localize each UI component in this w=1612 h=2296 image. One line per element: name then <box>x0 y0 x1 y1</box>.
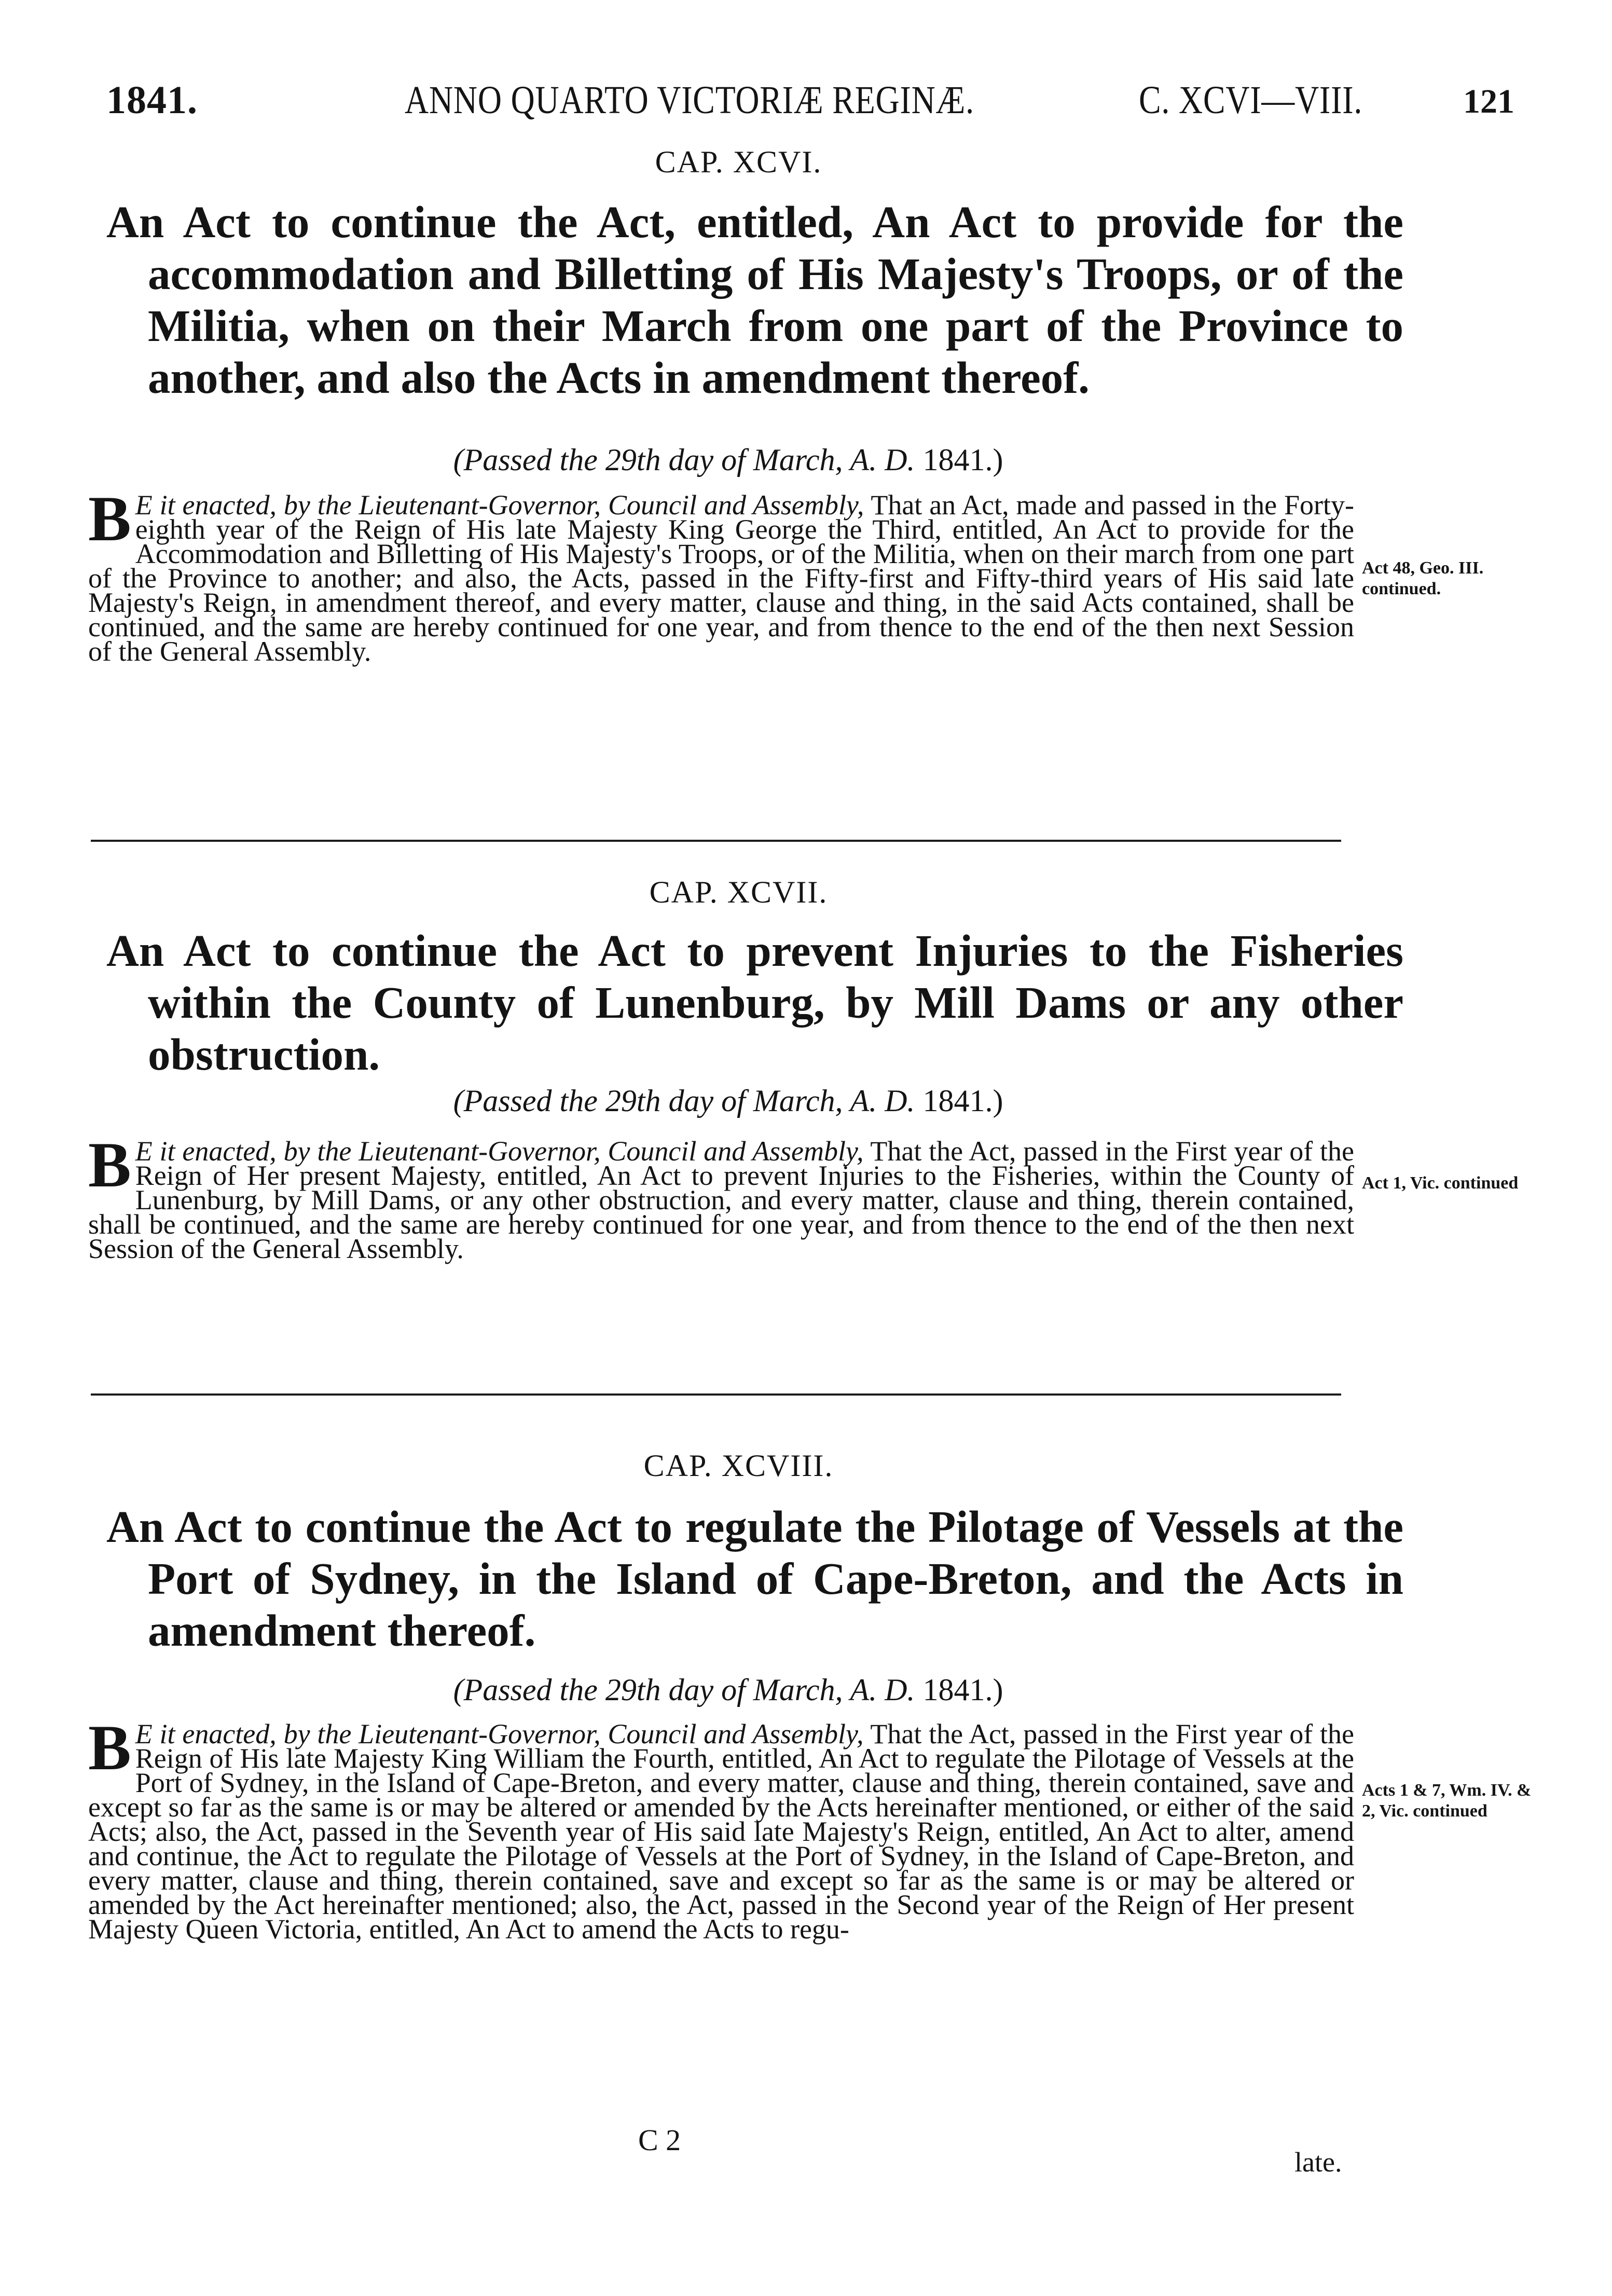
marginal-note: Acts 1 & 7, Wm. IV. & 2, Vic. continued <box>1362 1781 1532 1821</box>
passed-date <box>0 1083 1534 1119</box>
passed-year: 1841.) <box>922 1673 1003 1707</box>
passed-year: 1841.) <box>922 443 1003 477</box>
enacting-clause: E it enacted, by the Lieutenant-Governor, Council and Assembly, <box>135 1718 864 1750</box>
drop-cap: B <box>88 1129 131 1200</box>
act-title: An Act to continue the Act, entitled, An Act to provide for the accommodation and Billetting of His Majesty's Troops, or of the Militia, when on their March from one part of the Province to another, and also the Acts in amendment thereof. <box>106 197 1403 403</box>
enacting-clause: E it enacted, by the Lieutenant-Governor, Council and Assembly, <box>135 1136 864 1167</box>
running-head-year: 1841. <box>106 78 198 122</box>
drop-cap: B <box>88 483 131 554</box>
chapter-label: CAP. XCVII. <box>649 875 828 909</box>
act-body <box>88 483 1354 667</box>
marginal-note: Act 48, Geo. III. continued. <box>1362 558 1484 598</box>
act-body-text: That an Act, made and passed in the Forty-eighth year of the Reign of His late Majesty King George the Third, entitled, An Act to provide for the Accommodation and Billetting of His Majesty's Troops, or of the Militia, when on their march from one part of the Province to another; and also, the Acts, passed in the Fifty-first and Fifty-third years of His said late Majesty's Reign, in amendment thereof, and every matter, clause and thing, in the said Acts contained, shall be continued, and the same are hereby continued for one year, and from thence to the end of the then next Session of the General Assembly. <box>88 489 1354 667</box>
passed-date-text: (Passed the 29th day of March, A. D. <box>453 1084 923 1118</box>
chapter-label: CAP. XCVI. <box>655 145 822 179</box>
page-number: 121 <box>1463 83 1514 120</box>
catchword: late. <box>1294 2147 1342 2178</box>
act-body <box>88 1712 1354 1945</box>
act-title: An Act to continue the Act to prevent Injuries to the Fisheries within the County of Lunenburg, by Mill Dams or any other obstruction. <box>106 925 1403 1079</box>
passed-date <box>0 442 1534 478</box>
passed-date <box>0 1672 1534 1708</box>
section-divider <box>91 840 1341 842</box>
signature-mark: C 2 <box>638 2123 681 2157</box>
marginal-note: Act 1, Vic. continued <box>1362 1173 1519 1193</box>
running-head-title: ANNO QUARTO VICTORIÆ REGINÆ. <box>405 78 974 122</box>
passed-year: 1841.) <box>922 1084 1003 1118</box>
chapter-label: CAP. XCVIII. <box>643 1448 834 1483</box>
drop-cap: B <box>88 1712 131 1783</box>
act-title: An Act to continue the Act to regulate the Pilotage of Vessels at the Port of Sydney, in the Island of Cape-Breton, and the Acts in amendment thereof. <box>106 1501 1403 1656</box>
enacting-clause: E it enacted, by the Lieutenant-Governor, Council and Assembly, <box>135 489 864 521</box>
passed-date-text: (Passed the 29th day of March, A. D. <box>453 443 923 477</box>
passed-date-text: (Passed the 29th day of March, A. D. <box>453 1673 923 1707</box>
act-body-text: That the Act, passed in the First year of the Reign of His late Majesty King William the Fourth, entitled, An Act to regulate the Pilotage of Vessels at the Port of Sydney, in the Island of Cape-Breton, and every matter, clause and thing, therein contained, save and except so far as the same is or may be altered or amended by the Acts hereinafter mentioned, or either of the said Acts; also, the Act, passed in the Seventh year of His said late Majesty's Reign, entitled, An Act to alter, amend and continue, the Act to regulate the Pilotage of Vessels at the Port of Sydney, in the Island of Cape-Breton, and every matter, clause and thing, therein contained, save and except so far as the same is or may be altered or amended by the Act hereinafter mentioned; also, the Act, passed in the Second year of the Reign of Her present Majesty Queen Victoria, entitled, An Act to amend the Acts to regu- <box>88 1718 1354 1945</box>
act-body-text: That the Act, passed in the First year of the Reign of Her present Majesty, entitled, An Act to prevent Injuries to the Fisheries, within the County of Lunenburg, by Mill Dams, or any other obstruction, and every matter, clause and thing, therein contained, shall be continued, and the same are hereby continued for one year, and from thence to the end of the then next Session of the General Assembly. <box>88 1136 1354 1264</box>
section-divider <box>91 1393 1341 1396</box>
running-head-chapters: C. XCVI—VIII. <box>1139 78 1363 122</box>
act-body <box>88 1129 1354 1264</box>
